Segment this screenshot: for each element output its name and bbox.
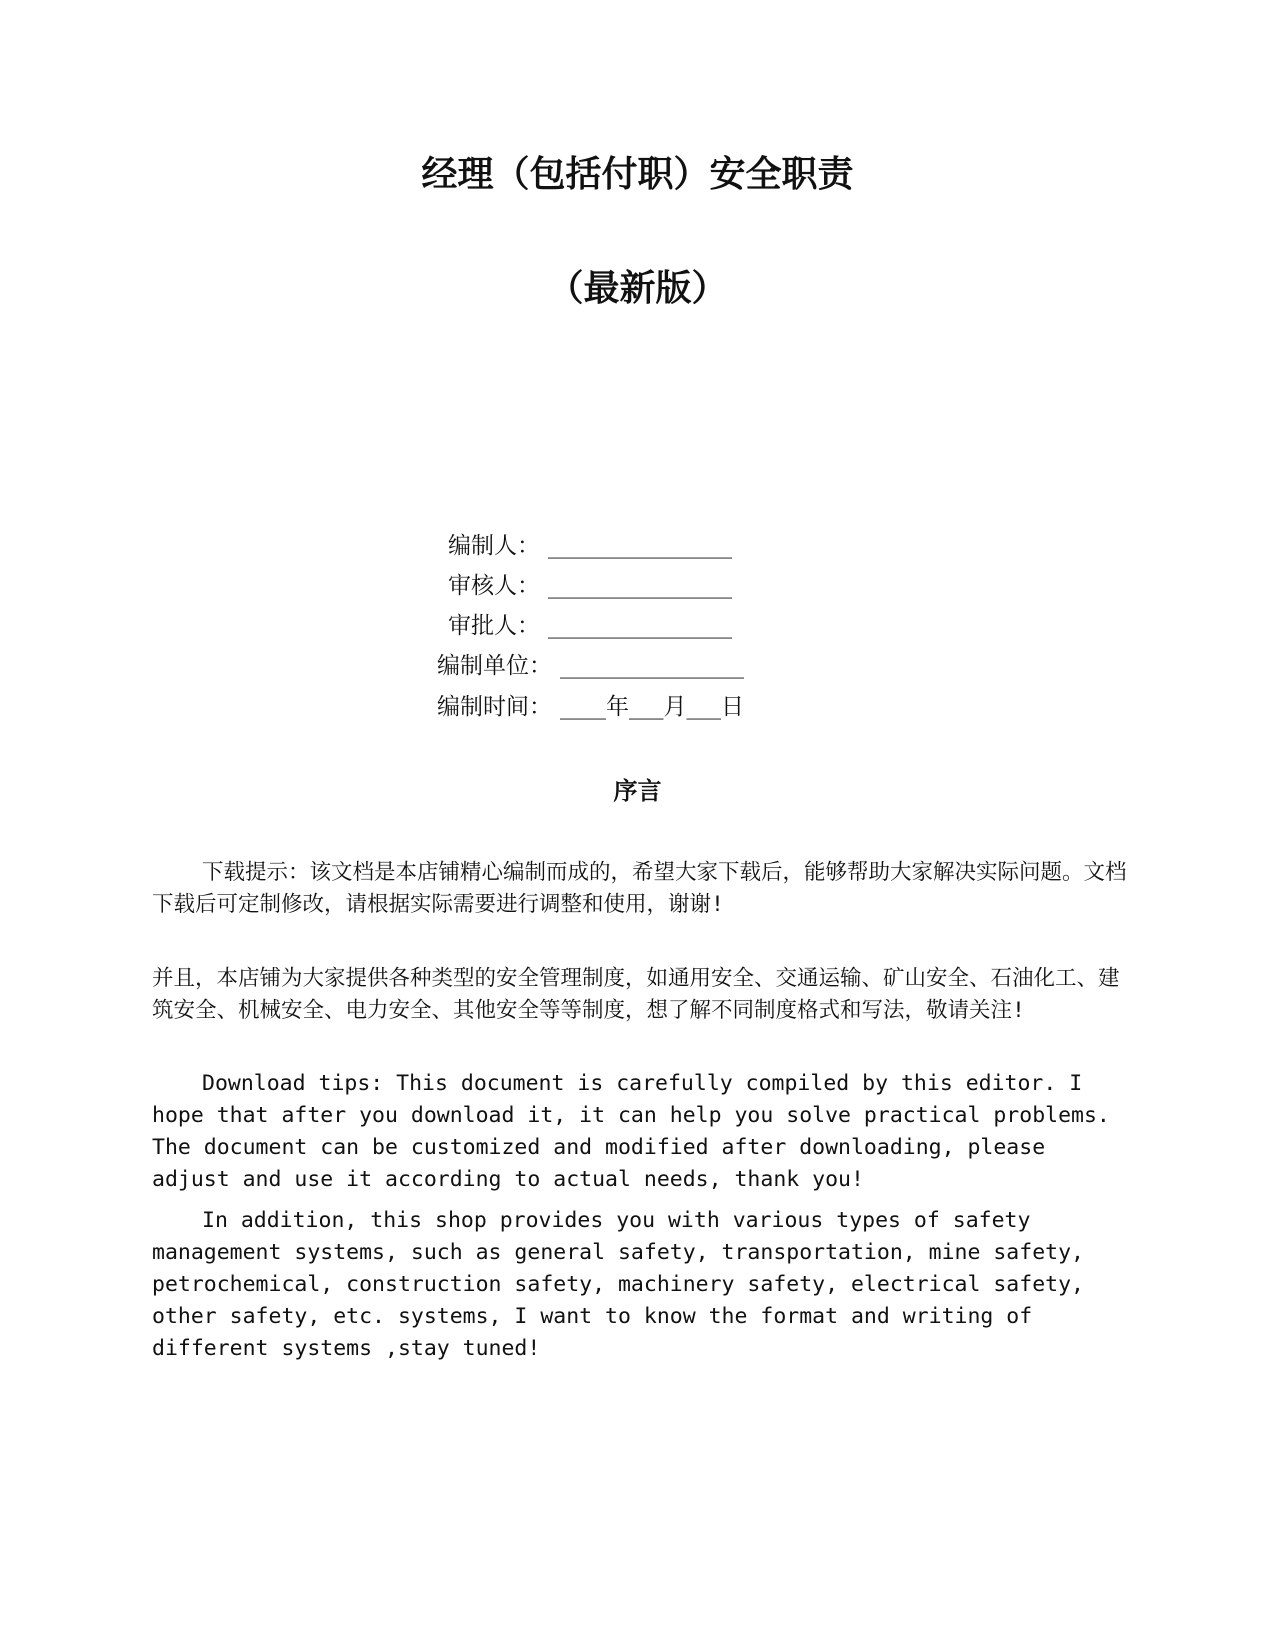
field-label: 审核人： [448, 573, 540, 599]
document-subtitle: （最新版） [547, 267, 728, 309]
field-row-compiler [0, 526, 1275, 566]
paragraph-download-tip-cn: 下载提示：该文档是本店铺精心编制而成的，希望大家下载后，能够帮助大家解决实际问题。文档下载后可定制修改，请根据实际需要进行调整和使用，谢谢! [152, 860, 1127, 917]
field-blank: ________________ [548, 573, 732, 599]
field-row-unit [0, 646, 1275, 686]
field-row-approver [0, 606, 1275, 646]
field-blank: ________________ [548, 533, 732, 559]
field-row-reviewer [0, 566, 1275, 606]
paragraph-download-tip-en: Download tips: This document is carefully compiled by this editor. I hope that after you download it, it can help you solve practical problems. The document can be customized and modified after downloading, please adjust and use it according to actual needs, thank you! [152, 1071, 1110, 1192]
field-row-date [0, 687, 1275, 727]
field-label: 编制时间： [437, 694, 552, 720]
paragraph-systems-cn: 并且，本店铺为大家提供各种类型的安全管理制度，如通用安全、交通运输、矿山安全、石油化工、建筑安全、机械安全、电力安全、其他安全等等制度，想了解不同制度格式和写法，敬请关注! [152, 966, 1120, 1023]
field-blank: ____年___月___日 [560, 694, 744, 720]
field-label: 编制单位： [437, 653, 552, 679]
preface-heading: 序言 [613, 776, 662, 805]
field-blank: ________________ [560, 653, 744, 679]
document-title: 经理（包括付职）安全职责 [421, 153, 854, 195]
field-label: 审批人： [448, 613, 540, 639]
paragraph-systems-en: In addition, this shop provides you with various types of safety management systems, such as general safety, transportation, mine safety, petrochemical, construction safety, machinery safety, electrical safety, other safety, etc. systems, I want to know the format and writing of different systems ,stay tuned! [152, 1208, 1084, 1361]
field-blank: ________________ [548, 613, 732, 639]
field-label: 编制人： [448, 533, 540, 559]
